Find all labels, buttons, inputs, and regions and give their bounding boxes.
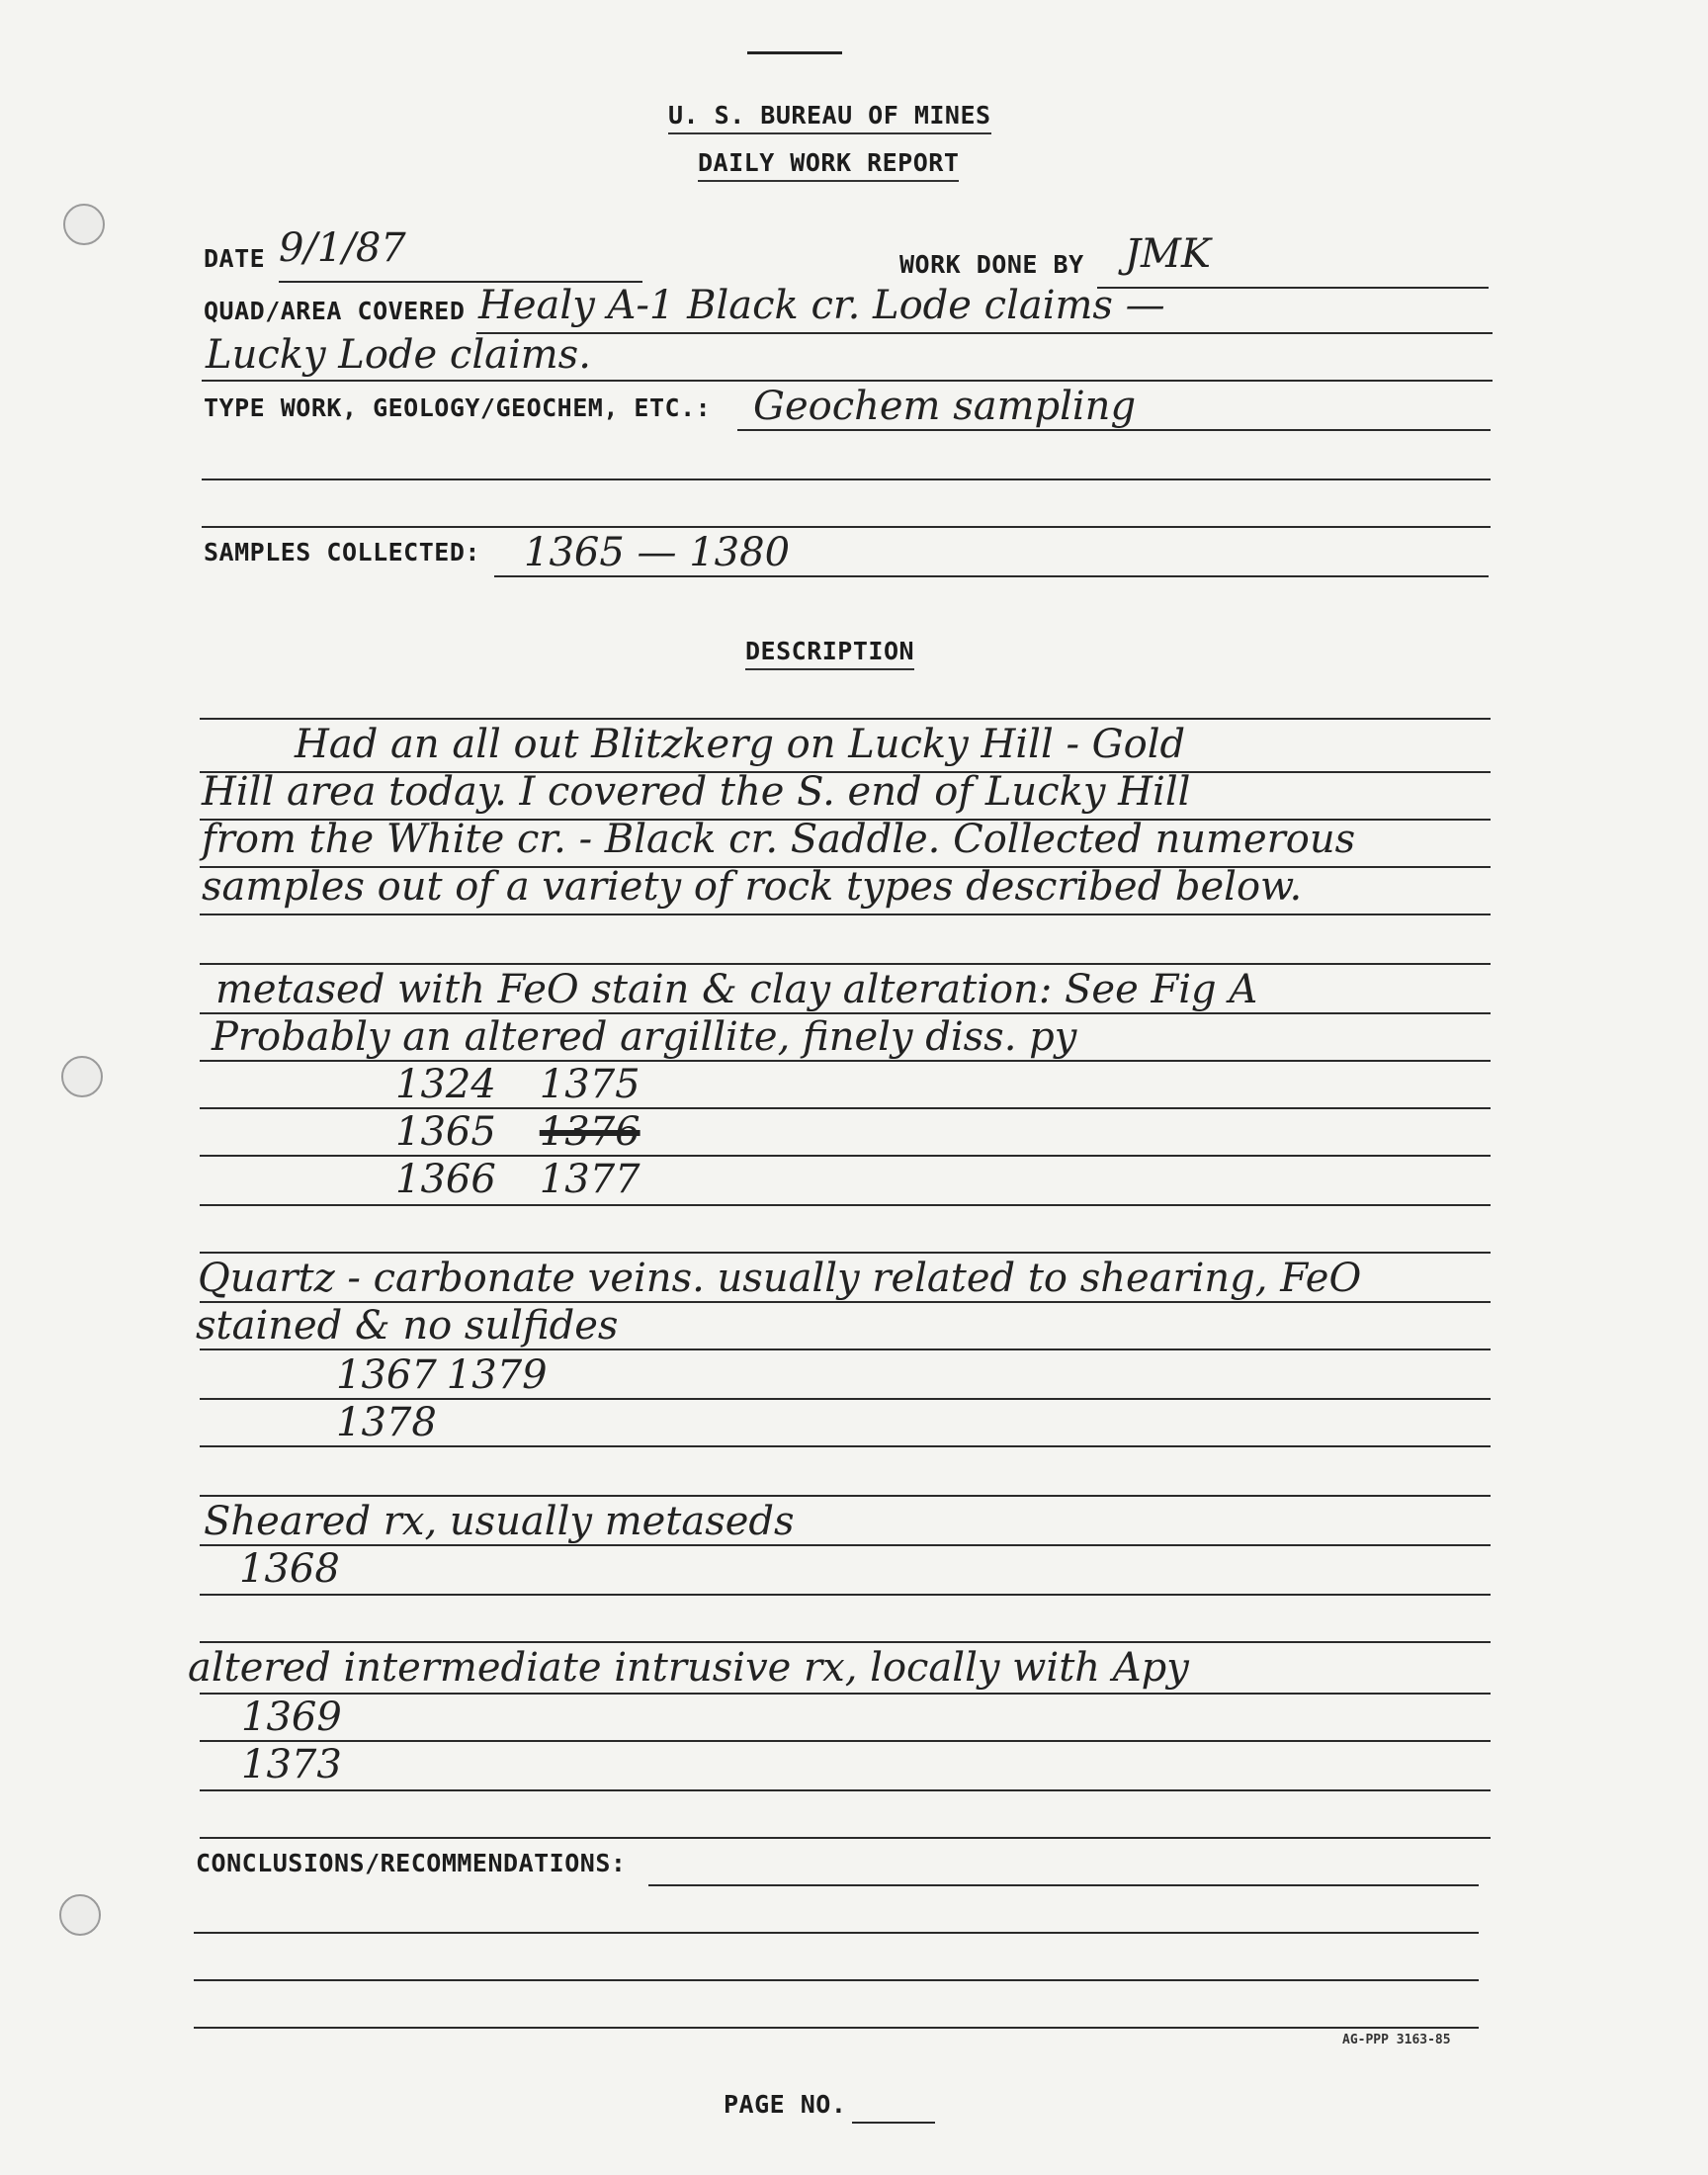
punch-hole-top (63, 204, 105, 245)
sample-id: 1378 (336, 1400, 437, 1445)
sample-id: 1377 (539, 1157, 640, 1202)
type-work-label: TYPE WORK, GEOLOGY/GEOCHEM, ETC.: (204, 393, 712, 422)
conclusions-line-2 (194, 1932, 1479, 1934)
page-no-line (852, 2122, 935, 2124)
desc-line-0 (200, 718, 1491, 720)
sample-id: 1368 (239, 1546, 340, 1592)
desc-line-8 (200, 1107, 1491, 1109)
sample-id: 1365 (395, 1109, 496, 1155)
group2-samples-row2 (336, 1400, 480, 1445)
group4-text-1: altered intermediate intrusive rx, locally with Apy (188, 1645, 1189, 1691)
quad-line-1 (476, 332, 1493, 334)
punch-hole-middle (61, 1056, 103, 1097)
desc-text-4: samples out of a variety of rock types described below. (202, 864, 1303, 910)
sample-id: 1375 (539, 1062, 640, 1107)
desc-line-17 (200, 1544, 1491, 1546)
desc-line-19 (200, 1641, 1491, 1643)
samples-value: 1365 — 1380 (524, 530, 791, 575)
punch-hole-bottom (59, 1894, 101, 1936)
group3-samples-row1 (239, 1546, 384, 1592)
report-title: DAILY WORK REPORT (698, 148, 959, 182)
conclusions-line-4 (194, 2027, 1479, 2029)
samples-label: SAMPLES COLLECTED: (204, 538, 480, 566)
group2-samples-row1 (336, 1352, 591, 1398)
top-dash (747, 51, 842, 54)
form-code: AG-PPP 3163-85 (1342, 2033, 1451, 2047)
quad-value-line2: Lucky Lode claims. (206, 332, 591, 378)
description-heading: DESCRIPTION (745, 637, 914, 670)
conclusions-line-3 (194, 1979, 1479, 1981)
group1-samples-row1 (395, 1062, 684, 1107)
sample-id: 1379 (446, 1352, 548, 1398)
agency-title: U. S. BUREAU OF MINES (668, 101, 991, 134)
desc-line-18 (200, 1594, 1491, 1596)
group2-text-2: stained & no sulfides (196, 1303, 619, 1348)
conclusions-label: CONCLUSIONS/RECOMMENDATIONS: (196, 1849, 627, 1877)
quad-label: QUAD/AREA COVERED (204, 297, 466, 325)
desc-text-1: Had an all out Blitzkerg on Lucky Hill - Gold (295, 722, 1186, 767)
date-label: DATE (204, 244, 266, 273)
desc-line-11 (200, 1252, 1491, 1254)
sample-id: 1367 (336, 1352, 437, 1398)
date-value: 9/1/87 (279, 225, 406, 271)
group1-text-2: Probably an altered argillite, finely diss. py (212, 1014, 1077, 1060)
desc-line-7 (200, 1060, 1491, 1062)
desc-line-21 (200, 1740, 1491, 1742)
desc-text-3: from the White cr. - Black cr. Saddle. Collected numerous (202, 817, 1356, 862)
type-work-line-2 (202, 478, 1491, 480)
desc-line-22 (200, 1789, 1491, 1791)
sample-id: 1369 (241, 1695, 342, 1740)
sample-id: 1373 (241, 1742, 342, 1787)
type-work-line-3 (202, 526, 1491, 528)
sample-id: 1366 (395, 1157, 496, 1202)
group4-samples-row2 (241, 1742, 385, 1787)
desc-line-23 (200, 1837, 1491, 1839)
group1-samples-row3 (395, 1157, 684, 1202)
quad-line-2 (202, 380, 1493, 382)
desc-line-13 (200, 1348, 1491, 1350)
desc-text-2: Hill area today. I covered the S. end of Lucky Hill (202, 769, 1191, 815)
desc-line-4 (200, 914, 1491, 915)
desc-line-9 (200, 1155, 1491, 1157)
page-no-label: PAGE NO. (724, 2090, 847, 2119)
group3-text-1: Sheared rx, usually metaseds (204, 1499, 795, 1544)
group1-text-1: metased with FeO stain & clay alteration: See Fig A (215, 967, 1258, 1012)
desc-line-20 (200, 1693, 1491, 1695)
sample-id: 1324 (395, 1062, 496, 1107)
group2-text-1: Quartz - carbonate veins. usually related to shearing, FeO (198, 1256, 1362, 1301)
type-work-value: Geochem sampling (753, 384, 1137, 429)
desc-line-10 (200, 1204, 1491, 1206)
work-done-by-label: WORK DONE BY (899, 250, 1084, 279)
group4-samples-row1 (241, 1695, 385, 1740)
desc-line-5 (200, 963, 1491, 965)
desc-line-16 (200, 1495, 1491, 1497)
quad-value-line1: Healy A-1 Black cr. Lode claims — (478, 283, 1165, 328)
conclusions-line-1 (648, 1884, 1479, 1886)
group1-samples-row2 (395, 1109, 684, 1155)
type-work-line-1 (737, 429, 1491, 431)
desc-line-15 (200, 1445, 1491, 1447)
samples-line (494, 575, 1489, 577)
sample-id-scribbled: 1376 (539, 1109, 640, 1155)
work-done-by-value: JMK (1125, 231, 1211, 277)
